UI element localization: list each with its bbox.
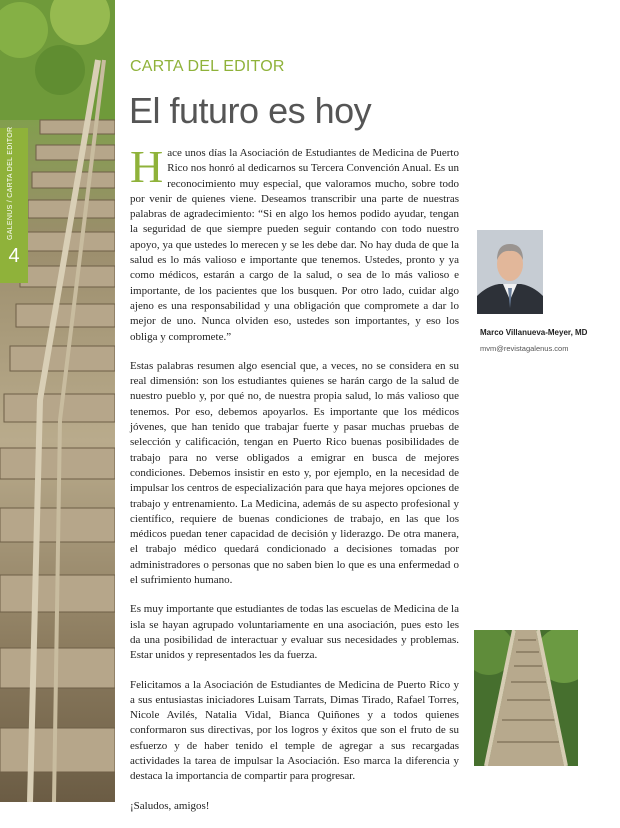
paragraph-2: Estas palabras resumen algo esencial que, a veces, no se considera en su real dimensión: son los estudiantes quienes se harán cargo de la salud de nuestro pueblo y, por qué no, de nuestra propia salud, lo más valioso que tenemos. Por eso, debemos apoyarlos. Es importante que los médicos jóvenes, que han tenido que trabajar fuerte y pasar muchas pruebas de selección y calificación, tengan en Puerto Rico buenas posibilidades de trabajo para no verse obligados a emigrar en busca de mejores condiciones. Debemos insistir en esto y, por ejemplo, en la necesidad de impulsar los centros de especialización para que haya mejores opciones de trabajo y entrenamiento. La Medicina, además de su aspecto profesional y científico, requiere de buenas condiciones de trabajo, en las que los médicos puedan tener capacidad de decisión y liderazgo. De otra manera, el trabajo médico quedará condicionado a decisiones tomadas por administradores o personas que no saben bien lo que es una enfermedad o el sufrimiento humano. (130, 359, 459, 587)
author-portrait (477, 230, 543, 314)
stairs-illustration (0, 0, 115, 802)
paragraph-3: Es muy importante que estudiantes de todas las escuelas de Medicina de la isla se hayan agrupado voluntariamente en una asociación, pues esto les da una posibilidad de interactuar y evaluar sus necesidades y problemas. Estar unidos y representados les da fuerza. (130, 603, 459, 662)
page-title: El futuro es hoy (129, 90, 372, 131)
article-body (130, 141, 459, 828)
paragraph-1-text: ace unos días la Asociación de Estudiantes de Medicina de Puerto Rico nos honró al dedicarnos su Tercera Convención Anual. Es un reconocimiento muy especial, que valoramos mucho, sobre todo por venir de quienes viene. Deseamos transcribir una parte de nuestras palabras de agradecimiento: “Si en algo los hemos podido ayudar, tengan la seguridad de que siempre pueden seguir contando con todo nuestro apoyo, ya que ustedes lo merecen y se les debe dar. No hay duda de que la salud es lo más valioso e importante que tenemos. Ustedes, pronto y ya como médicos, estarán a cargo de la salud, o sea de lo más valioso e importante, de los pacientes que los busquen. Por otro lado, cuidar algo ajeno es una responsabilidad y una obligación que compromete a dar lo mejor de uno. Nunca olviden eso, ustedes son importantes, y eso los obliga y compromete.” (130, 147, 459, 343)
section-tag: GALENUS / CARTA DEL EDITOR (7, 126, 14, 240)
paragraph-4: Felicitamos a la Asociación de Estudiantes de Medicina de Puerto Rico y a sus entusiastas iniciadores Luisam Tarrats, Dimas Tirado, Rafael Torres, Nicole Avilés, Natalia Vidal, Bianca Quiñones y a todos quienes conformaron sus directivas, por los logros y éxitos que son el fruto de su esfuerzo y de haber tenido el temple de agregar a sus recargadas actividades la tarea de impulsar la Asociación. Eso marca la diferencia y destaca la importancia de compartir para progresar. (130, 678, 459, 783)
paragraph-1 (130, 141, 459, 345)
author-email[interactable]: mvm@revistagalenus.com (480, 344, 569, 353)
author-name: Marco Villanueva-Meyer, MD (480, 328, 588, 337)
drop-cap: H (130, 141, 164, 192)
stairs-photo (474, 630, 578, 766)
kicker: CARTA DEL EDITOR (130, 58, 285, 75)
closing: ¡Saludos, amigos! (130, 799, 210, 812)
stairs-background-photo (0, 0, 115, 802)
page-number: 4 (8, 245, 20, 267)
